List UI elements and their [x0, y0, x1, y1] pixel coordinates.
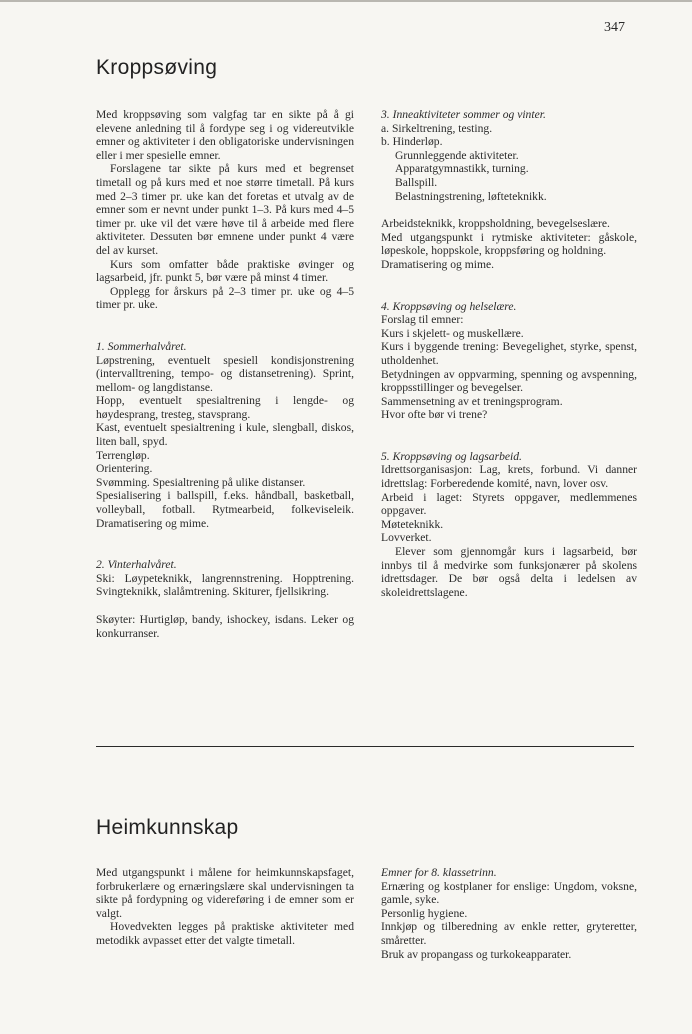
subheading-sommerhalvaret: 1. Sommerhalvåret. — [96, 339, 187, 353]
list-item: Skøyter: Hurtigløp, bandy, ishockey, isdans. Leker og konkurranser. — [96, 613, 354, 640]
list-item: Med utgangspunkt i rytmiske aktiviteter: gåskole, løpeskole, hoppskole, kroppsføring og holdning. — [381, 230, 637, 258]
list-item: Personlig hygiene. — [381, 906, 468, 920]
subheading-emner-8-klassetrinn: Emner for 8. klassetrinn. — [381, 866, 497, 879]
page-number: 347 — [604, 20, 625, 35]
section-title-kroppsoving: Kroppsøving — [96, 56, 218, 79]
list-item: Innkjøp og tilberedning av enkle retter, gryteretter, småretter. — [381, 920, 637, 947]
list-item: Løpstrening, eventuelt spesiell kondisjonstrening (intervalltrening, tempo- og distansetrening). Sprint, mellom- og langdistanse. — [96, 353, 354, 394]
list-item: Svømming. Spesialtrening på ulike distanser. — [96, 475, 306, 489]
list-item: Bruk av propangass og turkokeapparater. — [381, 947, 572, 961]
section-divider — [96, 746, 634, 747]
paragraph: Kurs som omfatter både praktiske øvinger og lagsarbeid, jfr. punkt 5, bør være på minst 4 timer. — [96, 257, 354, 285]
list-item: Arbeid i laget: Styrets oppgaver, medlemmenes oppgaver. — [381, 490, 637, 518]
list-item: Apparatgymnastikk, turning. — [395, 162, 529, 176]
heimkunnskap-right-column — [381, 866, 637, 961]
list-item: Ski: Løypeteknikk, langrennstrening. Hopptrening. Svingteknikk, slalåmtrening. Skiturer, fjellsikring. — [96, 571, 354, 599]
paragraph: Opplegg for årskurs på 2–3 timer pr. uke og 4–5 timer pr. uke. — [96, 284, 354, 312]
paragraph: Med utgangspunkt i målene for heimkunnskapsfaget, forbrukerlære og ernæringslære skal undervisningen ta sikte på fordypning og videreføring i de emner som er valgt. — [96, 866, 354, 920]
list-item: Elever som gjennomgår kurs i lagsarbeid, bør innbys til å medvirke som funksjonærer på skolens idrettsdager. De bør også delta i ledelsen av skoleidrettslagene. — [381, 545, 637, 599]
list-item: Lovverket. — [381, 531, 432, 545]
list-item: b. Hinderløp. — [381, 135, 443, 149]
list-item: Dramatisering og mime. — [381, 257, 495, 271]
list-item: Betydningen av oppvarming, spenning og avspenning, kroppsstillinger og bevegelser. — [381, 367, 637, 395]
list-item: Terrengløp. — [96, 448, 150, 462]
list-item: Forslag til emner: — [381, 313, 464, 327]
subheading-lagsarbeid: 5. Kroppsøving og lagsarbeid. — [381, 449, 522, 463]
list-item: Idrettsorganisasjon: Lag, krets, forbund. Vi danner idrettslag: Forberedende komité, navn, lover osv. — [381, 463, 637, 491]
list-item: Arbeidsteknikk, kroppsholdning, bevegelseslære. — [381, 217, 610, 231]
list-item: Grunnleggende aktiviteter. — [395, 148, 519, 162]
paragraph: Forslagene tar sikte på kurs med et begrenset timetall og på kurs med et noe større timetall. På kurs med 2–3 timer pr. uke kan det foretas et utvalg av de emner som er nevnt under punkt 1–3. På kurs med 4–5 timer pr. uke vil det være høve til å arbeide med flere aktiviteter. Dessuten bør emnene under punkt 4 være del av kurset. — [96, 162, 354, 257]
section-title-heimkunnskap: Heimkunnskap — [96, 816, 239, 839]
list-item: Hopp, eventuelt spesialtrening i lengde- og høydesprang, tresteg, stavsprang. — [96, 394, 354, 421]
list-item: Hvor ofte bør vi trene? — [381, 408, 488, 422]
subheading-vinterhalvaret: 2. Vinterhalvåret. — [96, 558, 177, 572]
list-item: Kurs i byggende trening: Bevegelighet, styrke, spenst, utholdenhet. — [381, 340, 637, 367]
kroppsoving-left-column — [96, 108, 354, 640]
kroppsoving-right-column — [381, 108, 637, 599]
list-item: Møteteknikk. — [381, 517, 444, 531]
subheading-inneaktiviteter: 3. Inneaktiviteter sommer og vinter. — [381, 108, 546, 121]
list-item: Spesialisering i ballspill, f.eks. håndball, basketball, volleyball, fotball. Rytmearbeid, folkeviseleik. Dramatisering og mime. — [96, 489, 354, 530]
subheading-helselare: 4. Kroppsøving og helselære. — [381, 299, 517, 313]
list-item: Orientering. — [96, 462, 153, 476]
list-item: Belastningstrening, løfteteknikk. — [395, 189, 547, 203]
list-item: a. Sirkeltrening, testing. — [381, 121, 493, 135]
list-item: Ernæring og kostplaner for enslige: Ungdom, voksne, gamle, syke. — [381, 879, 637, 907]
list-item: Kast, eventuelt spesialtrening i kule, slengball, diskos, liten ball, spyd. — [96, 421, 354, 449]
list-item: Sammensetning av et treningsprogram. — [381, 394, 563, 408]
list-item: Ballspill. — [395, 175, 438, 189]
top-rule — [0, 0, 692, 2]
intro-paragraph: Med kroppsøving som valgfag tar en sikte på å gi elevene anledning til å fordype seg i og videreutvikle emner og aktiviteter i den obligatoriske undervisningen eller i mer spesielle emner. — [96, 108, 354, 162]
list-item: Kurs i skjelett- og muskellære. — [381, 326, 524, 340]
heimkunnskap-left-column — [96, 866, 354, 948]
paragraph: Hovedvekten legges på praktiske aktiviteter med metodikk avpasset etter det valgte timetall. — [96, 920, 354, 947]
